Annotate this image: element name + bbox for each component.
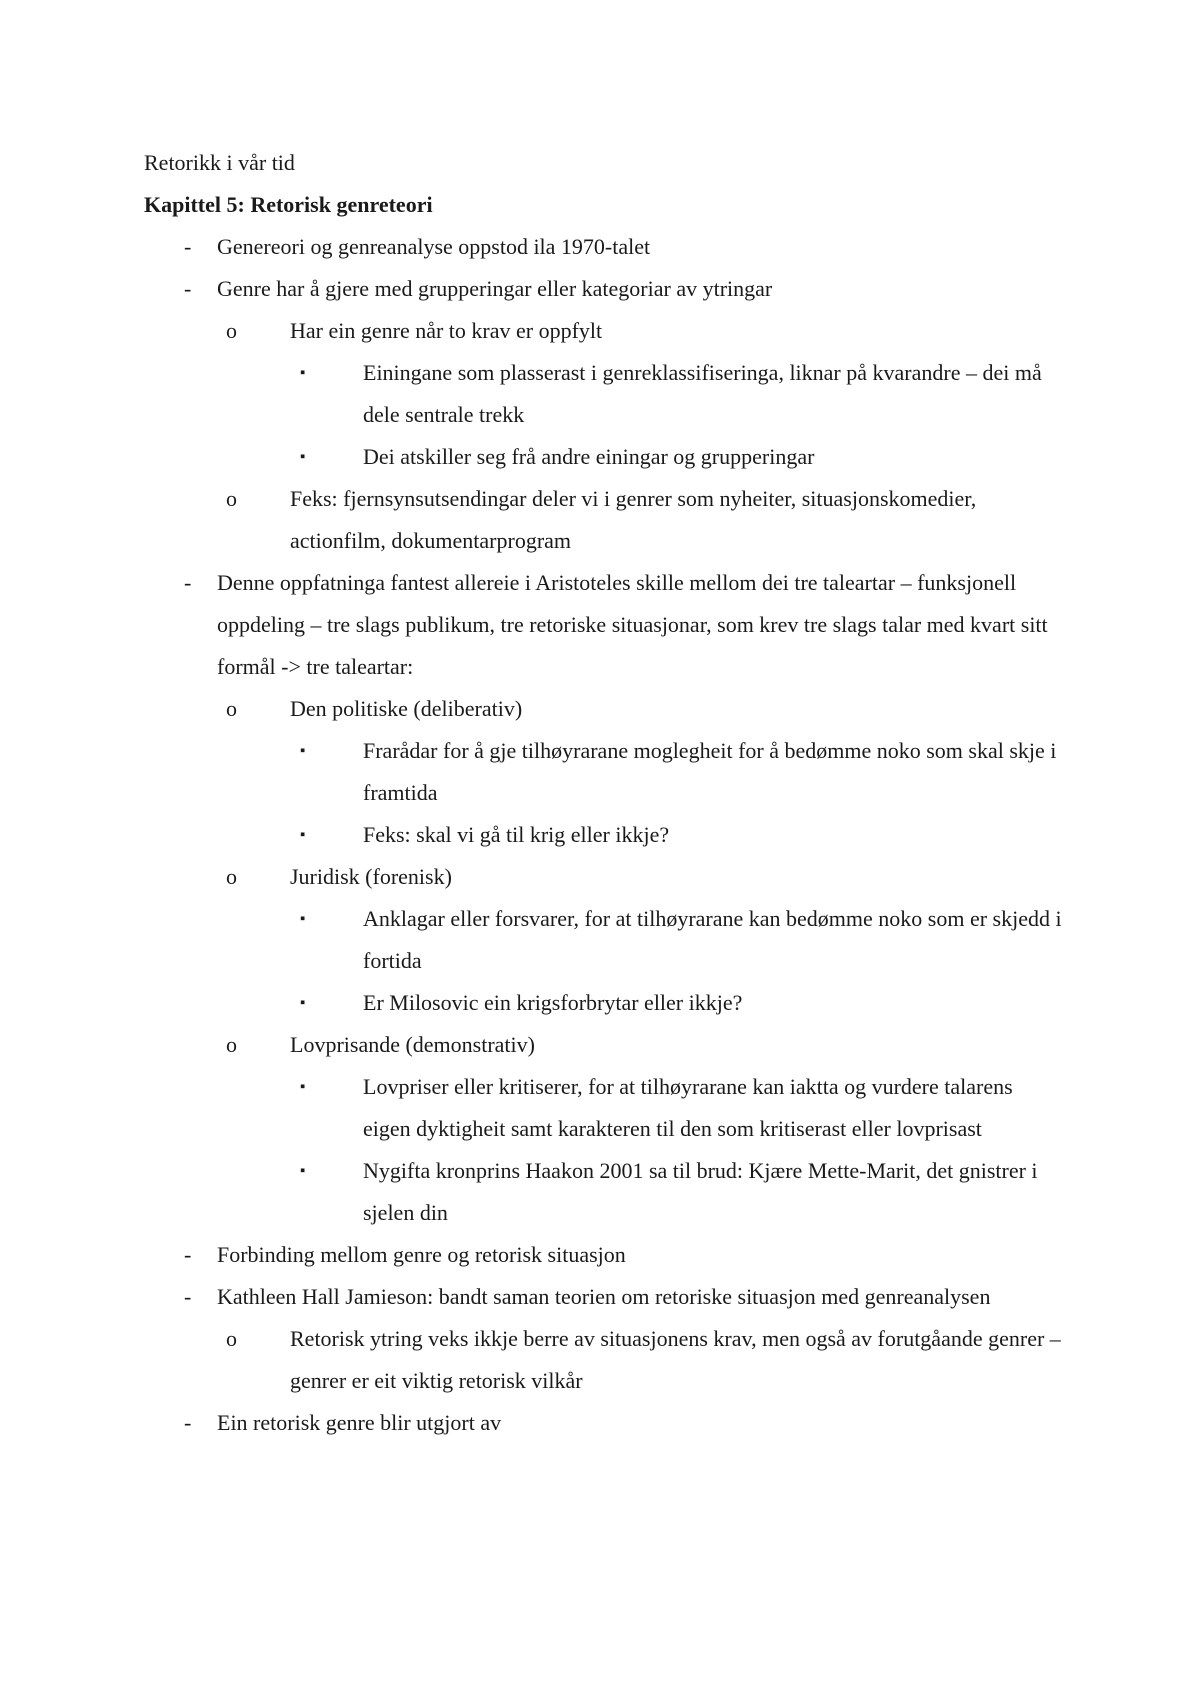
dash-bullet: -	[184, 276, 192, 301]
circle-bullet: o	[226, 486, 237, 511]
list-item-level-3	[290, 814, 1064, 856]
list-item-text: Forbinding mellom genre og retorisk situasjon	[217, 1242, 626, 1267]
list-item-text: Ein retorisk genre blir utgjort av	[217, 1410, 502, 1435]
sub-list	[290, 1066, 1064, 1234]
list-item-text: Lovpriser eller kritiserer, for at tilhøyrarane kan iaktta og vurdere talarens eigen dyktigheit samt karakteren til den som kritiserast eller lovprisast	[363, 1074, 1013, 1141]
square-bullet-icon: ▪	[300, 911, 306, 927]
square-bullet-icon: ▪	[300, 995, 306, 1011]
list-item-text: Den politiske (deliberativ)	[290, 696, 523, 721]
square-bullet-icon: ▪	[300, 1079, 306, 1095]
list-item-level-2	[217, 1318, 1064, 1402]
list-item-level-1	[144, 226, 1064, 268]
circle-bullet: o	[226, 1326, 237, 1351]
square-bullet-icon: ▪	[300, 449, 306, 465]
list-item-text: Einingane som plasserast i genreklassifiseringa, liknar på kvarandre – dei må dele sentrale trekk	[363, 360, 1042, 427]
list-item-level-2	[217, 688, 1064, 856]
sub-list	[217, 310, 1064, 562]
square-bullet-icon: ▪	[300, 365, 306, 381]
list-item-text: Retorisk ytring veks ikkje berre av situasjonens krav, men også av forutgåande genrer – genrer er eit viktig retorisk vilkår	[290, 1326, 1061, 1393]
sub-list	[217, 1318, 1064, 1402]
dash-bullet: -	[184, 234, 192, 259]
circle-bullet: o	[226, 318, 237, 343]
document-subtitle: Retorikk i vår tid	[144, 150, 295, 175]
list-item-text: Feks: fjernsynsutsendingar deler vi i genrer som nyheiter, situasjonskomedier, actionfilm, dokumentarprogram	[290, 486, 977, 553]
list-item-level-2	[217, 856, 1064, 1024]
list-item-level-3	[290, 898, 1064, 982]
list-item-text: Genereori og genreanalyse oppstod ila 1970-talet	[217, 234, 651, 259]
list-item-level-1	[144, 1402, 1064, 1444]
list-item-level-1	[144, 1276, 1064, 1402]
list-item-text: Frarådar for å gje tilhøyrarane moglegheit for å bedømme noko som skal skje i framtida	[363, 738, 1057, 805]
list-item-text: Juridisk (forenisk)	[290, 864, 452, 889]
square-bullet-icon: ▪	[300, 1163, 306, 1179]
list-item-text: Nygifta kronprins Haakon 2001 sa til brud: Kjære Mette-Marit, det gnistrer i sjelen din	[363, 1158, 1038, 1225]
document-content	[144, 142, 1064, 1444]
chapter-heading: Kapittel 5: Retorisk genreteori	[144, 192, 433, 217]
list-item-text: Genre har å gjere med grupperingar eller kategoriar av ytringar	[217, 276, 773, 301]
circle-bullet: o	[226, 1032, 237, 1057]
list-item-text: Har ein genre når to krav er oppfylt	[290, 318, 603, 343]
dash-bullet: -	[184, 570, 192, 595]
dash-bullet: -	[184, 1242, 192, 1267]
list-item-level-2	[217, 1024, 1064, 1234]
sub-list	[290, 730, 1064, 856]
circle-bullet: o	[226, 696, 237, 721]
list-item-level-3	[290, 1150, 1064, 1234]
bullet-list	[144, 226, 1064, 1444]
list-item-text: Er Milosovic ein krigsforbrytar eller ikkje?	[363, 990, 743, 1015]
list-item-level-3	[290, 352, 1064, 436]
circle-bullet: o	[226, 864, 237, 889]
list-item-text: Kathleen Hall Jamieson: bandt saman teorien om retoriske situasjon med genreanalysen	[217, 1284, 991, 1309]
list-item-level-3	[290, 436, 1064, 478]
list-item-level-2	[217, 478, 1064, 562]
list-item-text: Lovprisande (demonstrativ)	[290, 1032, 535, 1057]
list-item-level-3	[290, 982, 1064, 1024]
dash-bullet: -	[184, 1410, 192, 1435]
sub-list	[290, 352, 1064, 478]
sub-list	[217, 688, 1064, 1234]
list-item-level-1	[144, 268, 1064, 562]
list-item-text: Denne oppfatninga fantest allereie i Aristoteles skille mellom dei tre taleartar – funksjonell oppdeling – tre slags publikum, tre retoriske situasjonar, som krev tre slags talar med kvart sitt formål -> tre taleartar:	[217, 570, 1048, 679]
square-bullet-icon: ▪	[300, 743, 306, 759]
list-item-text: Dei atskiller seg frå andre einingar og grupperingar	[363, 444, 815, 469]
list-item-text: Feks: skal vi gå til krig eller ikkje?	[363, 822, 670, 847]
dash-bullet: -	[184, 1284, 192, 1309]
list-item-level-3	[290, 1066, 1064, 1150]
list-item-level-3	[290, 730, 1064, 814]
square-bullet-icon: ▪	[300, 827, 306, 843]
list-item-level-1	[144, 1234, 1064, 1276]
sub-list	[290, 898, 1064, 1024]
list-item-level-1	[144, 562, 1064, 1234]
list-item-text: Anklagar eller forsvarer, for at tilhøyrarane kan bedømme noko som er skjedd i fortida	[363, 906, 1062, 973]
list-item-level-2	[217, 310, 1064, 478]
